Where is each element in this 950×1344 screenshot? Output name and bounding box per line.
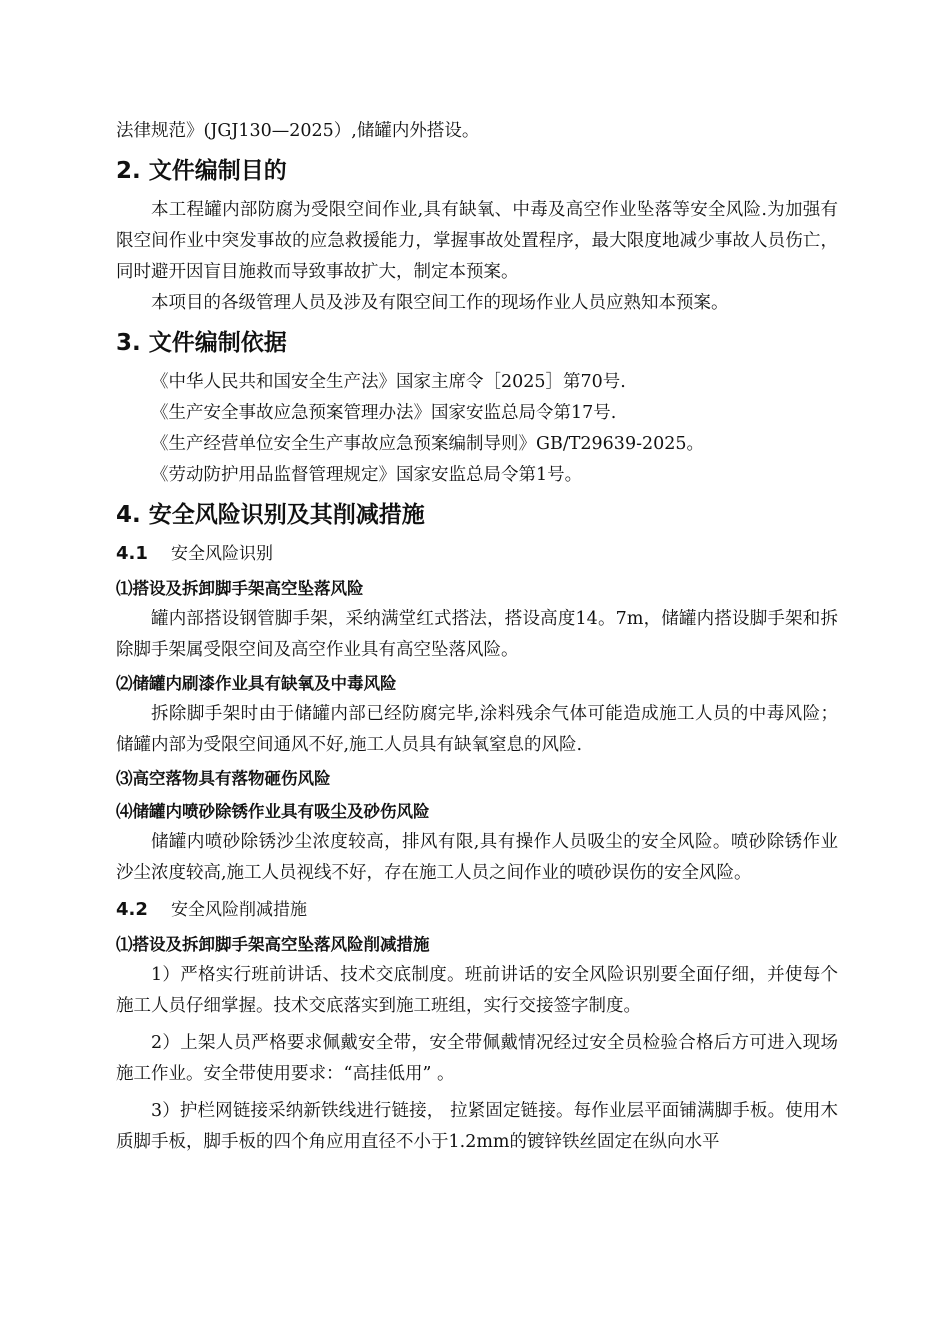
section-4-heading: 4. 安全风险识别及其削减措施 [116, 502, 425, 528]
subsection-number: 4.2 [116, 899, 148, 920]
section-2-paragraph-2: 本项目的各级管理人员及涉及有限空间工作的现场作业人员应熟知本预案。 [151, 293, 729, 313]
measure-1-paragraph-2: 2）上架人员严格要求佩戴安全带，安全带佩戴情况经过安全员检验合格后方可进入现场施工作业。安全带使用要求：“高挂低用” 。 [116, 1033, 838, 1084]
measure-1-paragraph-1: 1）严格实行班前讲话、技术交底制度。班前讲话的安全风险识别要全面仔细，并使每个施工人员仔细掌握。技术交底落实到施工班组，实行交接签字制度。 [116, 965, 838, 1016]
subsection-title: 安全风险识别 [171, 544, 273, 564]
risk-4-title: ⑷储罐内喷砂除锈作业具有吸尘及砂伤风险 [116, 802, 430, 821]
risk-1-title: ⑴搭设及拆卸脚手架高空坠落风险 [116, 579, 364, 598]
risk-3-title: ⑶高空落物具有落物砸伤风险 [116, 769, 331, 788]
risk-1-text: 罐内部搭设钢管脚手架，采纳满堂红式搭法，搭设高度14。7m，储罐内搭设脚手架和拆除脚手架属受限空间及高空作业具有高空坠落风险。 [116, 609, 838, 660]
risk-2-text: 拆除脚手架时由于储罐内部已经防腐完毕,涂料残余气体可能造成施工人员的中毒风险；储罐内部为受限空间通风不好,施工人员具有缺氧窒息的风险. [116, 704, 838, 755]
reference-item: 《中华人民共和国安全生产法》国家主席令［2025］第70号. [151, 372, 626, 392]
reference-item: 《生产安全事故应急预案管理办法》国家安监总局令第17号. [151, 403, 617, 423]
subsection-4-2-heading [116, 895, 838, 925]
section-3-heading: 3. 文件编制依据 [116, 330, 287, 356]
section-2-paragraph-1: 本工程罐内部防腐为受限空间作业,具有缺氧、中毒及高空作业坠落等安全风险.为加强有限空间作业中突发事故的应急救援能力，掌握事故处置程序，最大限度地减少事故人员伤亡，同时避开因盲目施救而导致事故扩大，制定本预案。 [116, 200, 838, 282]
measure-1-paragraph-3: 3）护栏网链接采纳新铁线进行链接， 拉紧固定链接。每作业层平面铺满脚手板。使用木质脚手板，脚手板的四个角应用直径不小于1.2mm的镀锌铁丝固定在纵向水平 [116, 1101, 838, 1152]
risk-2-title: ⑵储罐内刷漆作业具有缺氧及中毒风险 [116, 674, 397, 693]
measure-1-title: ⑴搭设及拆卸脚手架高空坠落风险削减措施 [116, 935, 430, 954]
reference-item: 《生产经营单位安全生产事故应急预案编制导则》GB/T29639-2025。 [151, 434, 705, 454]
intro-paragraph-tail: 法律规范》(JGJ130—2025）,储罐内外搭设。 [116, 121, 480, 141]
section-2-heading: 2. 文件编制目的 [116, 158, 287, 184]
subsection-4-1-heading [116, 539, 838, 569]
reference-item: 《劳动防护用品监督管理规定》国家安监总局令第1号。 [151, 465, 583, 485]
subsection-title: 安全风险削减措施 [171, 900, 307, 920]
risk-4-text: 储罐内喷砂除锈沙尘浓度较高，排风有限,具有操作人员吸尘的安全风险。喷砂除锈作业沙尘浓度较高,施工人员视线不好，存在施工人员之间作业的喷砂误伤的安全风险。 [116, 832, 838, 883]
document-body [116, 116, 838, 1158]
subsection-number: 4.1 [116, 543, 148, 564]
